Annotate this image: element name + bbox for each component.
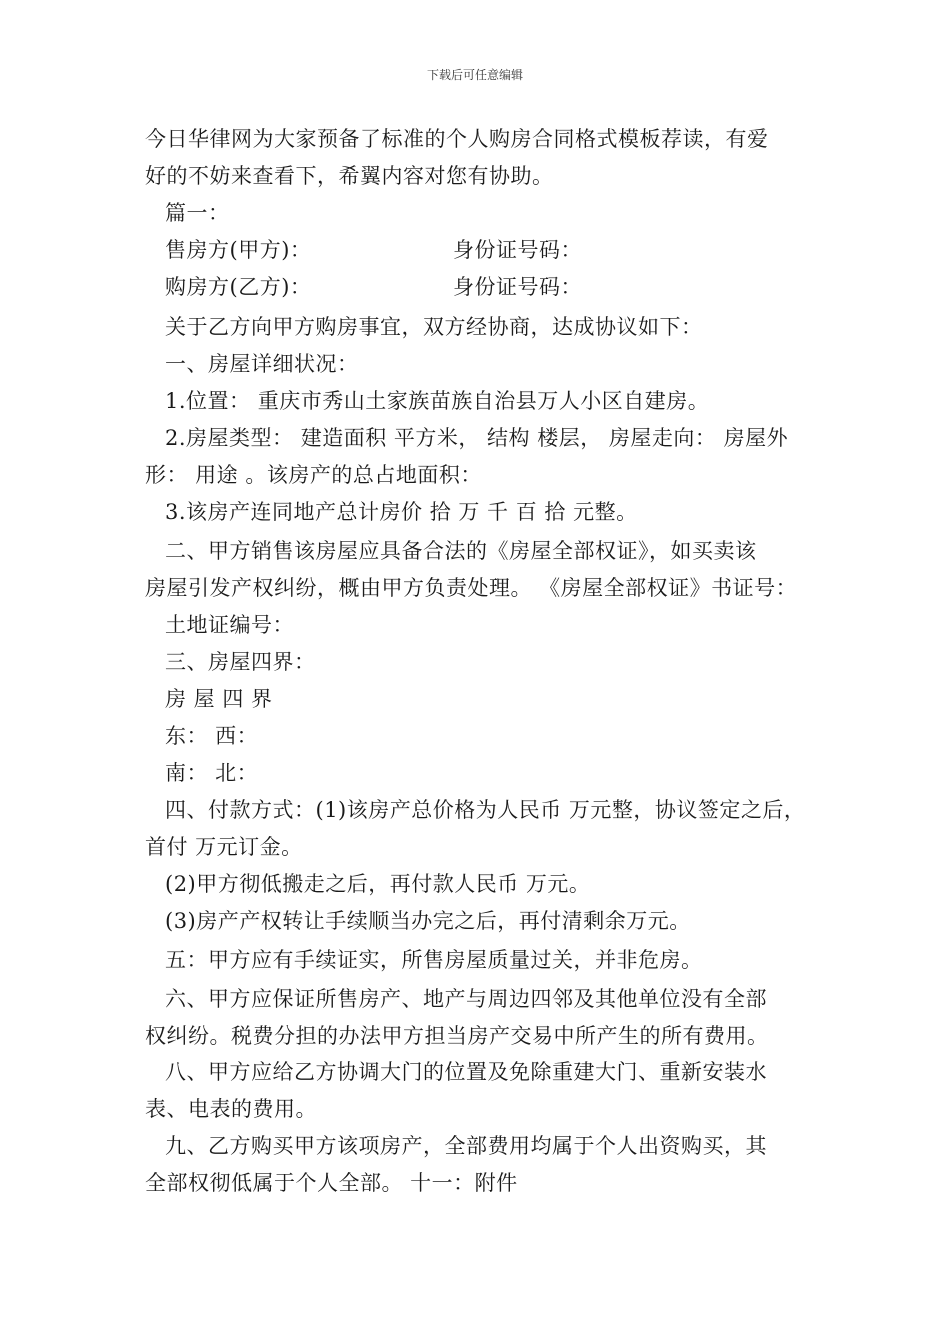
text-line: (3)房产产权转让手续顺当办完之后，再付清剩余万元。 xyxy=(165,909,691,933)
buyer-label: 购房方(乙方)： xyxy=(165,275,312,299)
text-line: 东： 西： xyxy=(165,724,259,748)
text-line: 今日华律网为大家预备了标准的个人购房合同格式模板荐读，有爱 xyxy=(145,127,769,151)
text-line: 四、付款方式：(1)该房产总价格为人民币 万元整，协议签定之后， xyxy=(165,798,806,822)
text-line: 二、甲方销售该房屋应具备合法的《房屋全部权证》，如买卖该 xyxy=(165,539,757,563)
text-line: (2)甲方彻低搬走之后，再付款人民币 万元。 xyxy=(165,872,591,896)
section-title: 篇一： xyxy=(165,201,230,225)
text-line: 1.位置： 重庆市秀山土家族苗族自治县万人小区自建房。 xyxy=(165,389,710,413)
text-line: 九、乙方购买甲方该项房产，全部费用均属于个人出资购买，其 xyxy=(165,1134,767,1158)
text-line: 表、电表的费用。 xyxy=(145,1097,317,1121)
text-line: 权纠纷。税费分担的办法甲方担当房产交易中所产生的所有费用。 xyxy=(145,1024,769,1048)
buyer-row xyxy=(165,271,865,301)
text-line: 一、房屋详细状况： xyxy=(165,352,359,376)
text-line: 关于乙方向甲方购房事宜，双方经协商，达成协议如下： xyxy=(165,315,703,339)
text-line: 三、房屋四界： xyxy=(165,650,316,674)
text-line: 2.房屋类型： 建造面积 平方米， 结构 楼层， 房屋走向： 房屋外 xyxy=(165,426,789,450)
text-line: 房 屋 四 界 xyxy=(165,687,273,711)
text-line: 五：甲方应有手续证实，所售房屋质量过关，并非危房。 xyxy=(165,948,703,972)
text-line: 土地证编号： xyxy=(165,613,294,637)
text-line: 全部权彻低属于个人全部。 十一：附件 xyxy=(145,1171,518,1195)
text-line: 房屋引发产权纠纷，概由甲方负责处理。 《房屋全部权证》书证号： xyxy=(145,576,798,600)
seller-label: 售房方(甲方)： xyxy=(165,238,312,262)
text-line: 好的不妨来查看下，希翼内容对您有协助。 xyxy=(145,164,554,188)
text-line: 八、甲方应给乙方协调大门的位置及免除重建大门、重新安装水 xyxy=(165,1060,767,1084)
text-line: 六、甲方应保证所售房产、地产与周边四邻及其他单位没有全部 xyxy=(165,987,767,1011)
text-line: 形： 用途 。该房产的总占地面积： xyxy=(145,463,482,487)
page-header: 下载后可任意编辑 xyxy=(426,68,523,82)
text-line: 首付 万元订金。 xyxy=(145,835,303,859)
seller-row xyxy=(165,234,865,264)
text-line: 南： 北： xyxy=(165,761,259,785)
seller-id-label: 身份证号码： xyxy=(453,238,582,262)
text-line: 3.该房产连同地产总计房价 拾 万 千 百 拾 元整。 xyxy=(165,500,638,524)
buyer-id-label: 身份证号码： xyxy=(453,275,582,299)
